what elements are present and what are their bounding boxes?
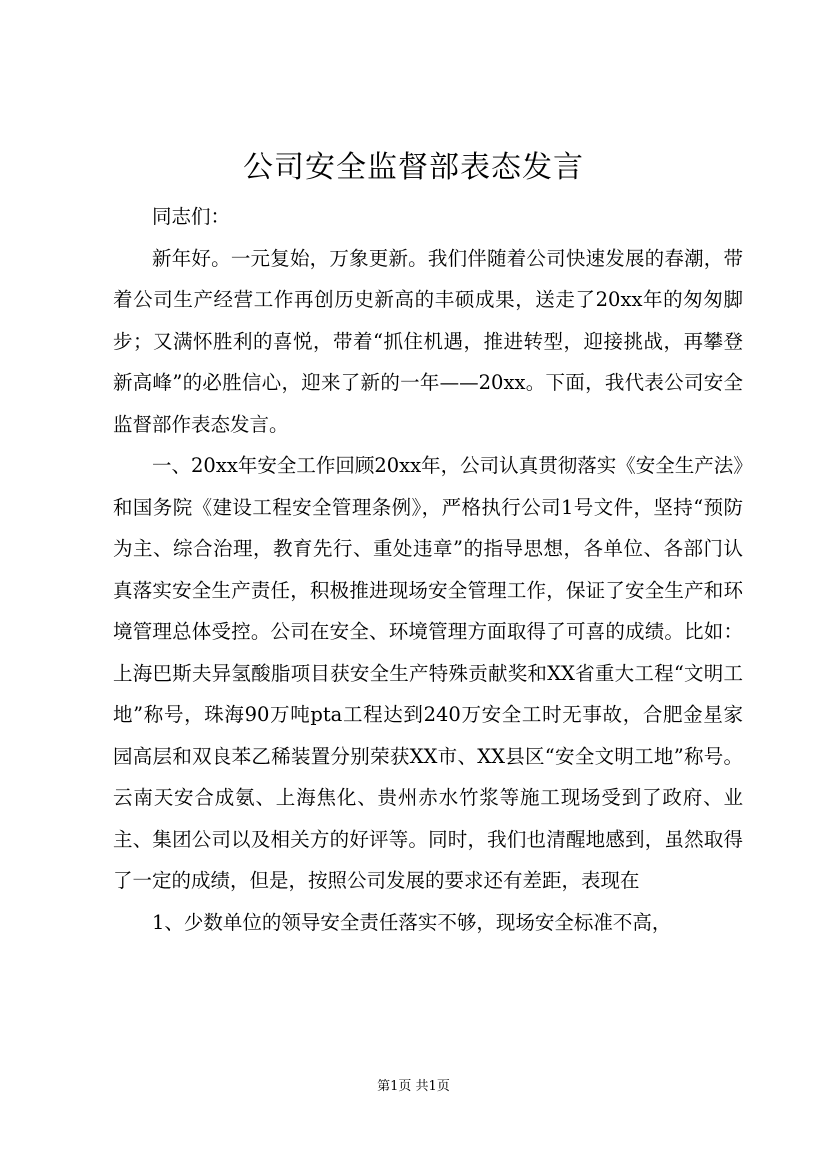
document-body: [113, 196, 743, 943]
document-title: 公司安全监督部表态发言: [243, 150, 584, 185]
review-paragraph: 一、20xx年安全工作回顾20xx年，公司认真贯彻落实《安全生产法》和国务院《建设工程安全管理条例》，严格执行公司1号文件，坚持“预防为主、综合治理，教育先行、重处违章”的指导思想，各单位、各部门认真落实安全生产责任，积极推进现场安全管理工作，保证了安全生产和环境管理总体受控。公司在安全、环境管理方面取得了可喜的成绩。比如：上海巴斯夫异氢酸脂项目获安全生产特殊贡献奖和XX省重大工程“文明工地”称号，珠海90万吨pta工程达到240万安全工时无事故，合肥金星家园高层和双良苯乙稀装置分别荣获XX市、XX县区“安全文明工地”称号。云南天安合成氨、上海焦化、贵州赤水竹浆等施工现场受到了政府、业主、集团公司以及相关方的好评等。同时，我们也清醒地感到，虽然取得了一定的成绩，但是，按照公司发展的要求还有差距，表现在: [113, 454, 743, 892]
issue-item-paragraph: 1、少数单位的领导安全责任落实不够，现场安全标准不高，: [152, 910, 672, 934]
salutation-paragraph: 同志们：: [152, 205, 231, 228]
page-footer: 第1页 共1页: [377, 1079, 450, 1094]
greeting-paragraph: 新年好。一元复始，万象更新。我们伴随着公司快速发展的春潮，带着公司生产经营工作再创历史新高的丰硕成果，送走了20xx年的匆匆脚步；又满怀胜利的喜悦，带着“抓住机遇，推进转型，迎接挑战，再攀登新高峰”的必胜信心，迎来了新的一年——20xx。下面，我代表公司安全监督部作表态发言。: [113, 246, 743, 436]
